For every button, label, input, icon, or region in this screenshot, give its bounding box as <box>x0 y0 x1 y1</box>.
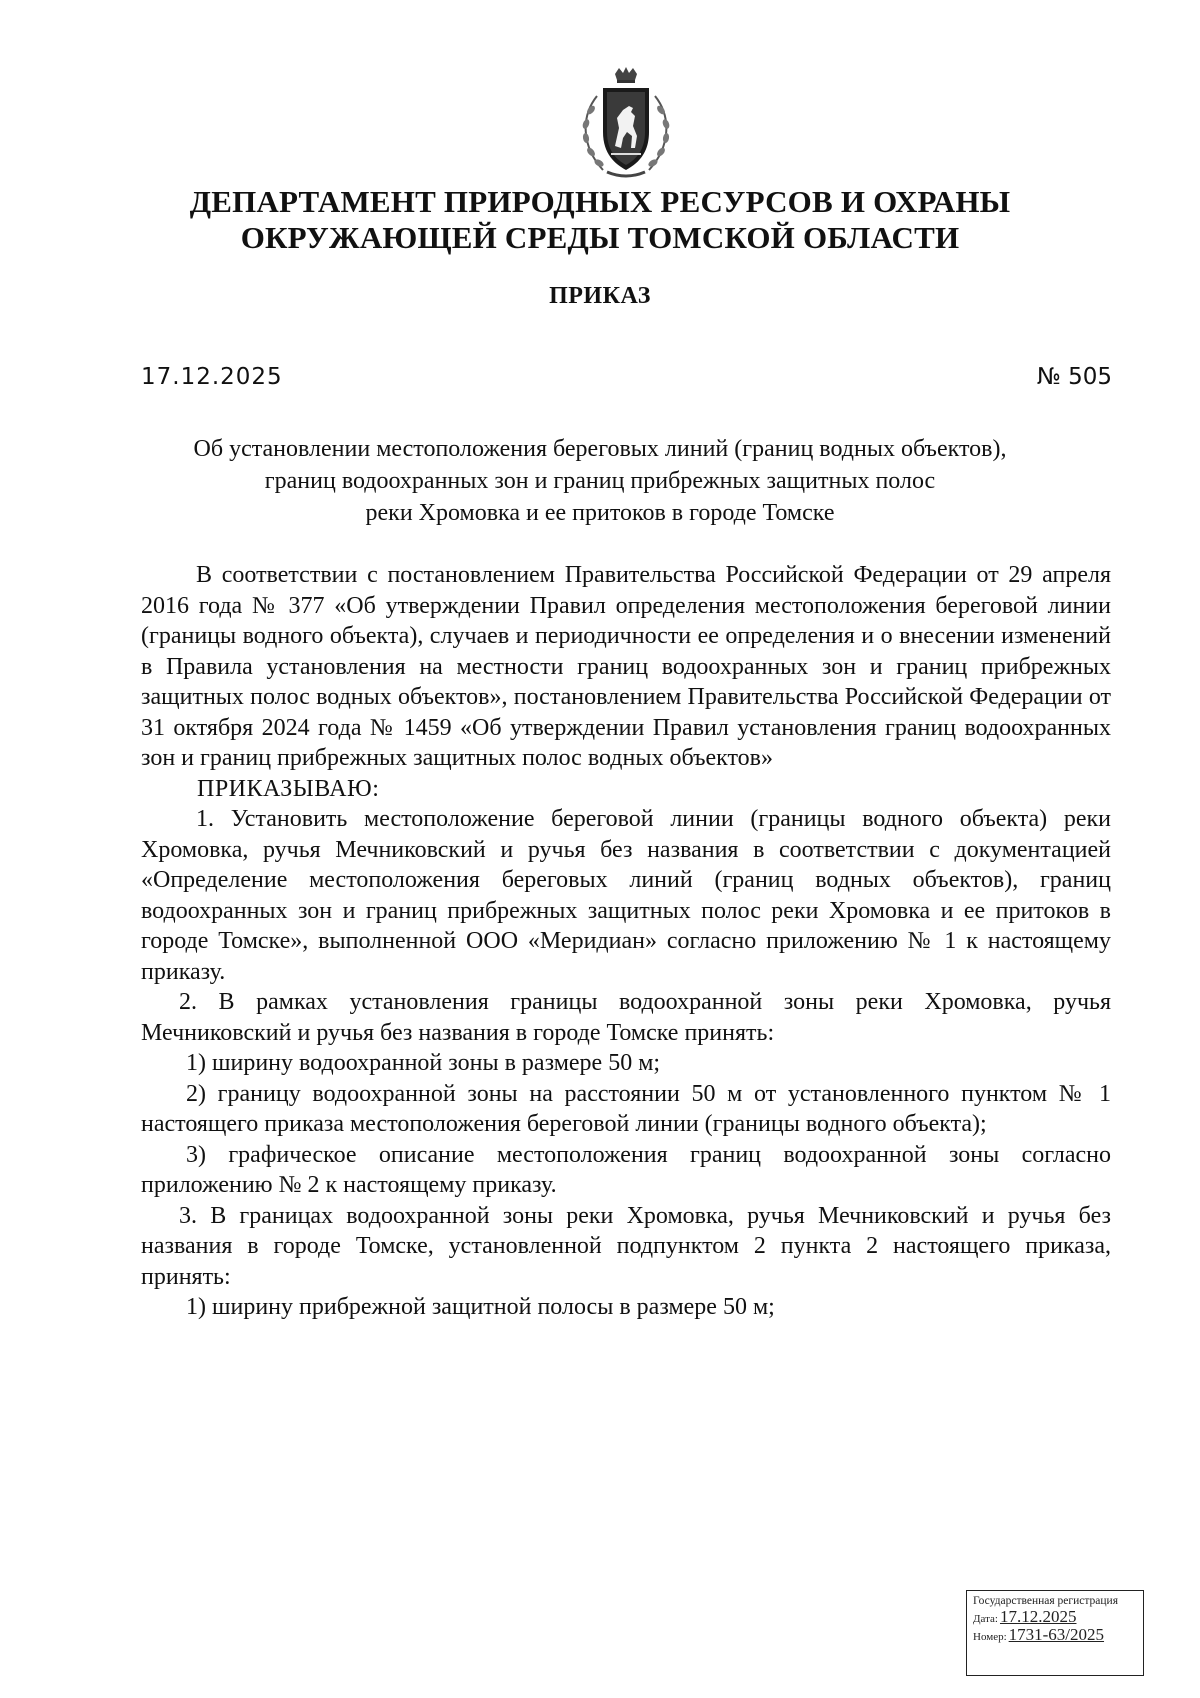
order-item-3-subitem-1: 1) ширину прибрежной защитной полосы в размере 50 м; <box>186 1294 775 1320</box>
order-item-2-subitem-2: 2) границу водоохранной зоны на расстоянии 50 м от установленного пунктом № 1 настоящего приказа местоположения береговой линии (границы водного объекта); <box>141 1080 1111 1137</box>
document-number: № 505 <box>1036 364 1112 390</box>
registration-title: Государственная регистрация <box>973 1595 1118 1607</box>
registration-date-value: 17.12.2025 <box>999 1607 1077 1626</box>
document-subject <box>100 433 1100 529</box>
registration-date-label: Дата: <box>973 1613 998 1625</box>
order-item-1: 1. Установить местоположение береговой линии (границы водного объекта) реки Хромовка, ручья Мечниковский и ручья без названия в соответствии с документацией «Определение местоположения береговых линий (границ водных объектов), границ водоохранных зон и границ прибрежных защитных полос реки Хромовка и ее притоков в городе Томске», выполненной ООО «Меридиан» согласно приложению № 1 к настоящему приказу. <box>141 806 1111 985</box>
subject-line3: реки Хромовка и ее притоков в городе Томске <box>365 500 835 526</box>
order-item-3: 3. В границах водоохранной зоны реки Хромовка, ручья Мечниковский и ручья без названия в городе Томске, установленной подпунктом 2 пункта 2 настоящего приказа, принять: <box>141 1202 1111 1290</box>
subject-line2: границ водоохранных зон и границ прибрежных защитных полос <box>264 468 936 494</box>
order-item-2: 2. В рамках установления границы водоохранной зоны реки Хромовка, ручья Мечниковский и ручья без названия в городе Томске принять: <box>141 989 1111 1046</box>
preamble-paragraph: В соответствии с постановлением Правительства Российской Федерации от 29 апреля 2016 года № 377 «Об утверждении Правил определения местоположения береговой линии (границы водного объекта), случаев и периодичности ее определения и о внесении изменений в Правила установления на местности границ водоохранных зон и границ прибрежных защитных полос водных объектов», постановлением Правительства Российской Федерации от 31 октября 2024 года № 1459 «Об утверждении Правил установления границ водоохранных зон и границ прибрежных защитных полос водных объектов» <box>141 562 1111 771</box>
department-name-line1: ДЕПАРТАМЕНТ ПРИРОДНЫХ РЕСУРСОВ И ОХРАНЫ <box>189 184 1011 219</box>
registration-number-label: Номер: <box>973 1631 1007 1643</box>
document-type: ПРИКАЗ <box>549 283 651 309</box>
registration-stamp <box>966 1590 1144 1676</box>
department-name <box>100 184 1100 256</box>
order-verb: ПРИКАЗЫВАЮ: <box>197 775 380 802</box>
order-item-2-subitem-1: 1) ширину водоохранной зоны в размере 50 м; <box>186 1050 661 1076</box>
coat-of-arms-icon <box>567 66 685 184</box>
order-item-2-subitem-3: 3) графическое описание местоположения границ водоохранной зоны согласно приложению № 2 к настоящему приказу. <box>141 1141 1111 1198</box>
department-name-line2: ОКРУЖАЮЩЕЙ СРЕДЫ ТОМСКОЙ ОБЛАСТИ <box>240 220 960 255</box>
subject-line1: Об установлении местоположения береговых линий (границ водных объектов), <box>193 436 1007 462</box>
document-body <box>141 560 1111 1323</box>
registration-number-value: 1731-63/2025 <box>1008 1625 1105 1644</box>
document-date: 17.12.2025 <box>141 364 283 390</box>
